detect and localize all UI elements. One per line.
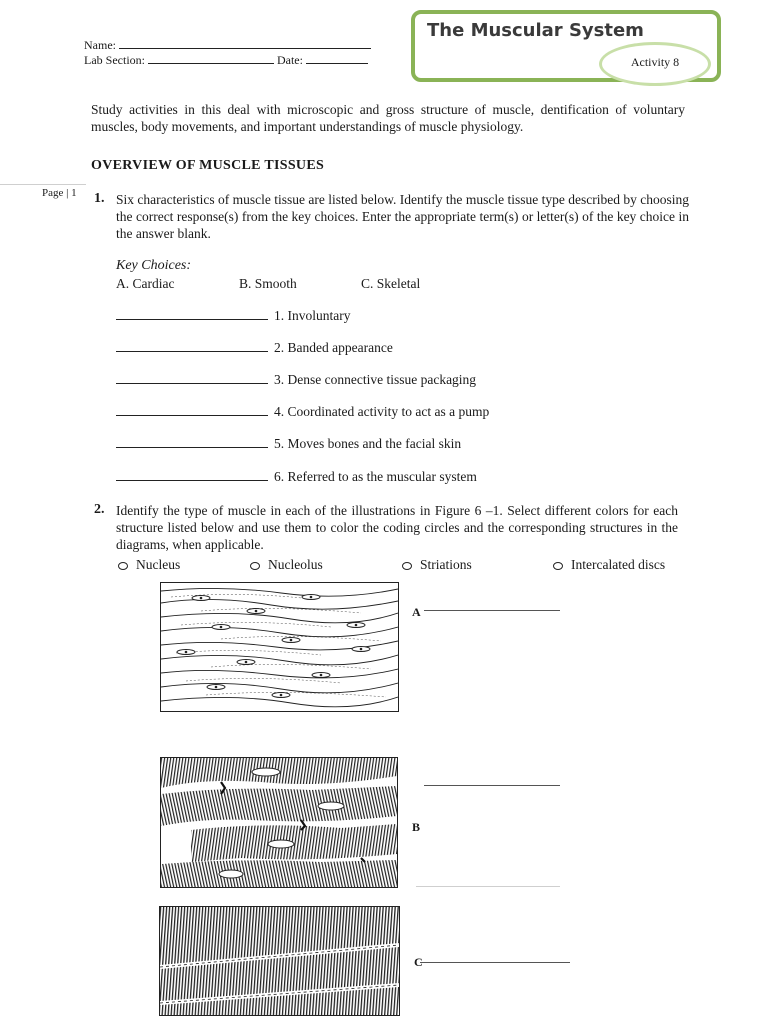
q2-prompt [116,502,678,553]
answer-row-1 [116,306,351,324]
q1-text: Six characteristics of muscle tissue are listed below. Identify the muscle tissue type described by choosing the correct response(s) from the key choices. Enter the appropriate term(s) or letter(s) of the key choice in the answer blank. [116,192,689,241]
answer-row-3 [116,370,476,388]
q1-number: 1. [94,191,105,206]
lab-section-row [84,53,368,67]
answer-item-3: 3. Dense connective tissue packaging [274,372,477,387]
answer-row-5 [116,434,461,452]
answer-row-4 [116,402,489,420]
figure-a-smooth-muscle [160,582,399,712]
nucleus-coding-circle[interactable] [118,562,128,570]
cardiac-muscle-drawing [161,758,397,887]
key-choice-b: B. Smooth [239,276,297,291]
figure-b-label: B [412,820,421,834]
name-row [84,38,371,52]
page-rule [0,184,86,185]
answer-blank-1[interactable] [116,306,268,320]
legend-striations [402,557,472,573]
figure-c-skeletal-muscle [159,906,400,1016]
answer-row-6 [116,467,477,485]
answer-item-2: 2. Banded appearance [274,340,393,355]
smooth-muscle-drawing [161,583,398,711]
figure-c-answer-line[interactable] [420,962,570,963]
figure-c-label: C [414,955,423,969]
answer-item-5: 5. Moves bones and the facial skin [274,436,462,451]
answer-row-2 [116,338,393,356]
title-box [411,10,721,82]
figure-a-answer-line[interactable] [424,610,560,611]
q2-text: Identify the type of muscle in each of the illustrations in Figure 6 –1. Select different colors for each structure listed below and use them to color the coding circles and the corresponding structures in the diagrams, when applicable. [116,503,678,552]
figure-b-answer-line-top[interactable] [424,785,560,786]
striations-coding-circle[interactable] [402,562,412,570]
answer-item-4: 4. Coordinated activity to act as a pump [274,404,490,419]
nucleolus-coding-circle[interactable] [250,562,260,570]
answer-item-6: 6. Referred to as the muscular system [274,469,477,484]
page-number: Page | 1 [42,187,77,199]
legend-nucleolus [250,557,323,573]
key-choice-c: C. Skeletal [361,276,421,291]
legend-intercalated-discs-label: Intercalated discs [571,557,666,572]
answer-blank-3[interactable] [116,370,268,384]
name-field[interactable] [119,38,371,49]
intro-text: Study activities in this deal with microscopic and gross structure of muscle, dentification of voluntary muscles, body movements, and important understandings of muscle physiology. [91,102,685,134]
date-label: Date: [276,53,303,67]
date-field[interactable] [306,53,368,64]
key-choices-label: Key Choices: [116,258,192,273]
legend-intercalated-discs [553,557,665,573]
intercalated-discs-coding-circle[interactable] [553,562,563,570]
activity-badge [599,42,711,86]
answer-blank-5[interactable] [116,434,268,448]
page-title: The Muscular System [427,20,644,41]
q1-prompt [116,191,689,242]
legend-nucleus-label: Nucleus [136,557,181,572]
legend-striations-label: Striations [420,557,472,572]
legend-nucleolus-label: Nucleolus [268,557,323,572]
section-heading: OVERVIEW OF MUSCLE TISSUES [91,158,325,173]
intro-paragraph [91,101,685,135]
key-choice-a: A. Cardiac [116,276,175,291]
figure-b-answer-line-bottom[interactable] [416,886,560,887]
legend-nucleus [118,557,180,573]
figure-a-label: A [412,605,421,619]
name-label: Name: [84,38,116,52]
answer-item-1: 1. Involuntary [274,308,351,323]
answer-blank-2[interactable] [116,338,268,352]
skeletal-muscle-drawing [160,907,399,1015]
activity-label: Activity 8 [630,55,680,69]
q2-number: 2. [94,502,105,517]
lab-section-label: Lab Section: [84,53,145,67]
answer-blank-6[interactable] [116,467,268,481]
figure-b-cardiac-muscle [160,757,398,888]
answer-blank-4[interactable] [116,402,268,416]
lab-section-field[interactable] [148,53,274,64]
